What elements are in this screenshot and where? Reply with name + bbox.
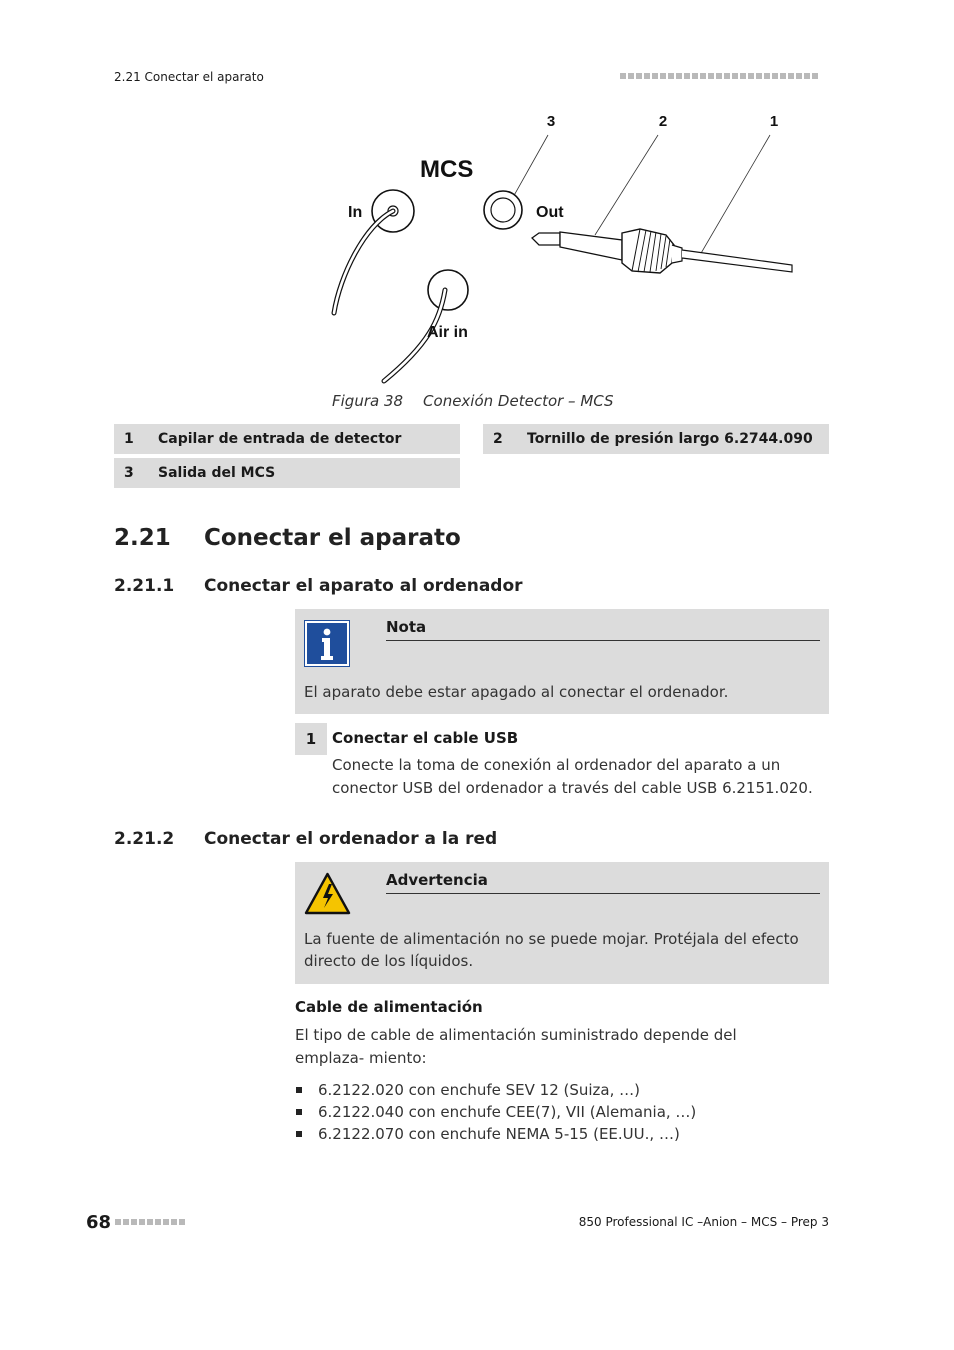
subsection-heading-1: [114, 576, 523, 596]
mcs-diagram: [310, 105, 830, 390]
footer-product: 850 Professional IC –Anion – MCS – Prep 3: [578, 1215, 829, 1229]
callout-3: 3: [546, 113, 556, 130]
step-text: Conecte la toma de conexión al ordenador del aparato a un conector USB del ordenador a través del cable USB 6.2151.020.: [332, 756, 813, 797]
subsection-heading-2: [114, 829, 497, 849]
note-text: El aparato debe estar apagado al conectar el ordenador.: [304, 683, 729, 701]
figure-caption: [332, 392, 614, 410]
device-label: MCS: [420, 156, 474, 183]
leader-line-1: [700, 135, 770, 255]
legend-label: Capilar de entrada de detector: [158, 431, 402, 447]
legend-number: 2: [493, 431, 503, 447]
running-header: 2.21 Conectar el aparato: [114, 70, 264, 84]
subsection-title: Conectar el ordenador a la red: [204, 829, 498, 849]
note-divider: [386, 640, 820, 641]
subsection-number: 2.21.1: [114, 576, 175, 596]
legend-label: Salida del MCS: [158, 465, 276, 481]
cable-heading: Cable de alimentación: [295, 998, 483, 1016]
mcs-connection-figure: [310, 105, 830, 390]
list-item: 6.2122.040 con enchufe CEE(7), VII (Alemania, …): [295, 1101, 815, 1123]
subsection-number: 2.21.2: [114, 829, 175, 849]
legend-item: [483, 424, 829, 454]
warning-box: [295, 862, 829, 984]
header-dots-decoration: [620, 73, 818, 79]
callout-1: 1: [769, 113, 779, 130]
legend-label: Tornillo de presión largo 6.2744.090: [527, 431, 813, 447]
port-air-in: [428, 270, 468, 310]
step-title: Conectar el cable USB: [332, 729, 519, 747]
note-box: [295, 609, 829, 714]
warning-title: Advertencia: [386, 871, 488, 889]
port-out-label: Out: [536, 204, 564, 221]
port-air-in-label: Air in: [427, 324, 468, 341]
subsection-title: Conectar el aparato al ordenador: [204, 576, 523, 596]
note-title: Nota: [386, 618, 427, 636]
footer-dots-decoration: [115, 1219, 185, 1225]
caption-number: Figura 38: [332, 392, 404, 410]
list-item: 6.2122.020 con enchufe SEV 12 (Suiza, …): [295, 1079, 815, 1101]
section-title: Conectar el aparato: [204, 525, 461, 551]
page-number: 68: [86, 1212, 112, 1233]
port-in-label: In: [348, 204, 363, 221]
list-item: 6.2122.070 con enchufe NEMA 5-15 (EE.UU., …): [295, 1123, 815, 1145]
warning-divider: [386, 893, 820, 894]
legend-number: 1: [124, 431, 134, 447]
section-heading: [114, 525, 461, 551]
leader-line-2: [595, 135, 658, 235]
legend-item: [114, 424, 460, 454]
cable-list: [295, 1079, 815, 1145]
legend-number: 3: [124, 465, 134, 481]
section-number: 2.21: [114, 525, 171, 551]
cable-description: El tipo de cable de alimentación suministrado depende del emplaza- miento:: [295, 1026, 737, 1067]
callout-2: 2: [658, 113, 668, 130]
info-icon: [304, 620, 350, 667]
warning-text: La fuente de alimentación no se puede mojar. Protéjala del efecto directo de los líquidos.: [304, 930, 799, 970]
electrical-warning-icon: [304, 872, 351, 915]
legend-item: [114, 458, 460, 488]
step-number: 1: [295, 723, 327, 755]
pressure-screw: [532, 229, 792, 273]
caption-title: Conexión Detector – MCS: [423, 392, 614, 410]
